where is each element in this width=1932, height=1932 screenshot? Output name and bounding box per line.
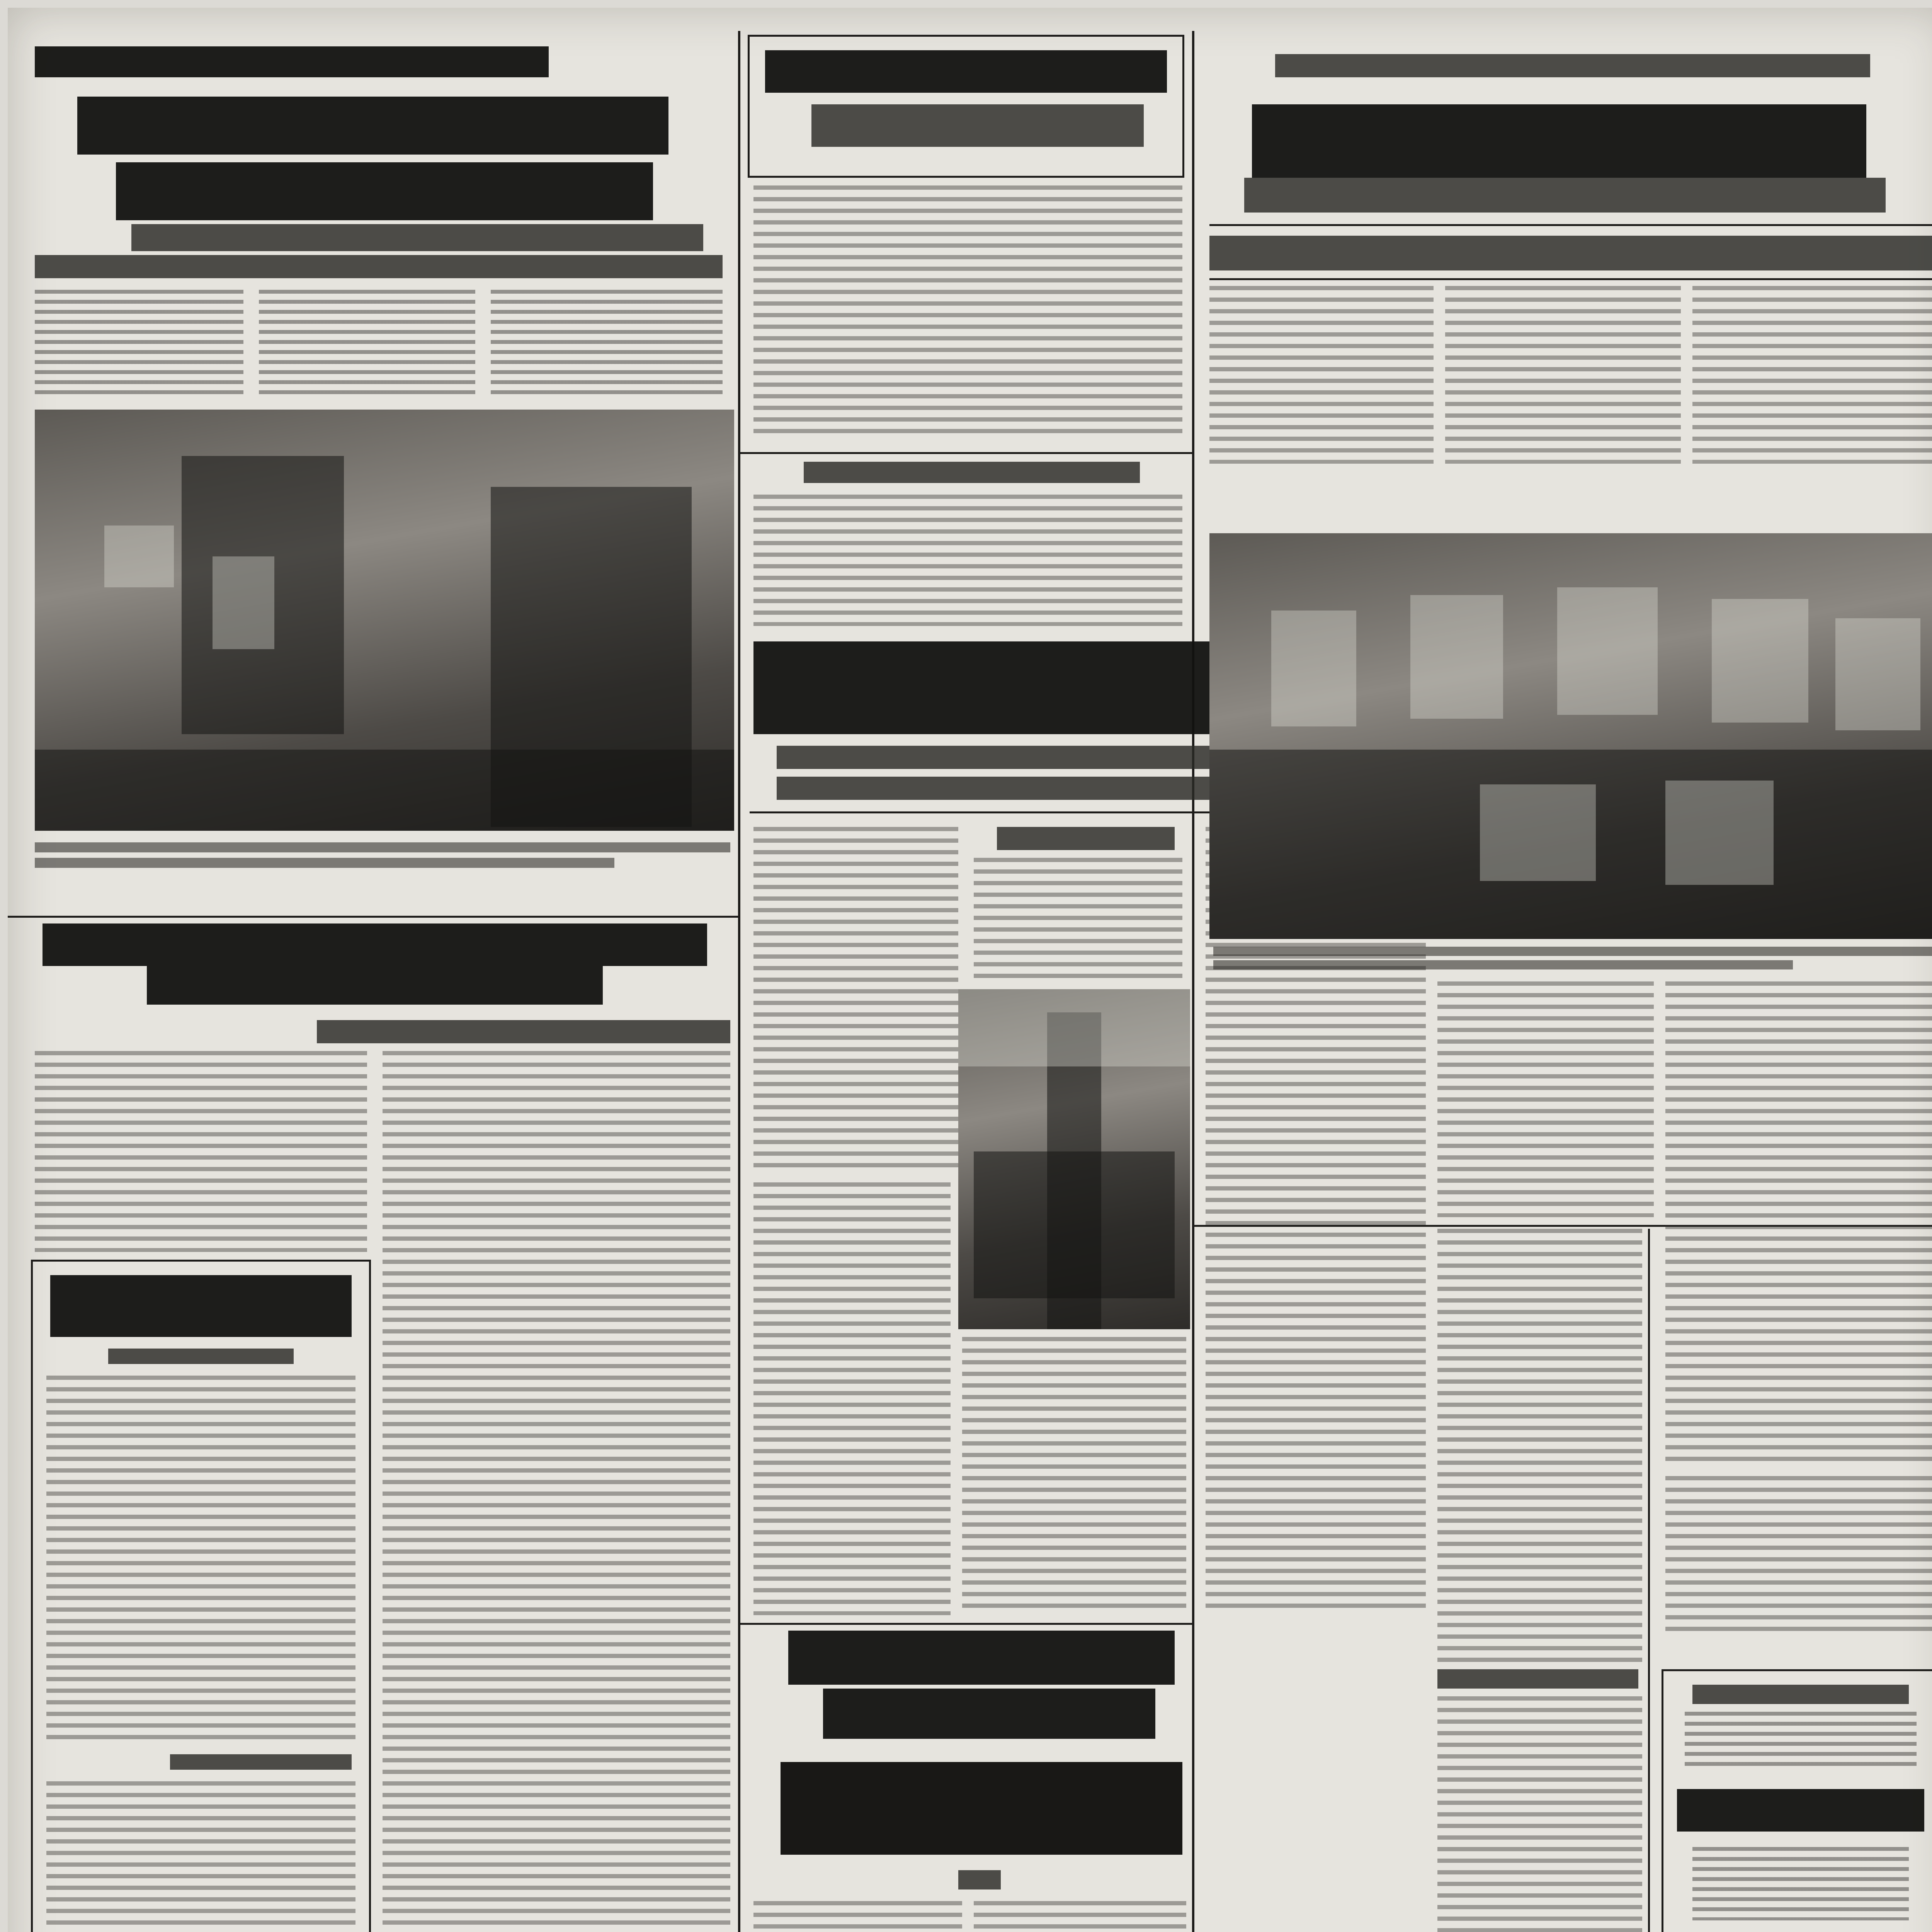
section-rule bbox=[8, 916, 738, 918]
feature-headline bbox=[765, 50, 1167, 93]
notice-heading bbox=[1692, 1685, 1909, 1704]
main-headline bbox=[77, 97, 668, 155]
photo-guard-ceremony bbox=[35, 410, 734, 831]
headline-rule bbox=[1209, 224, 1932, 226]
headline-rule bbox=[1209, 278, 1932, 280]
photo-caption bbox=[35, 842, 730, 852]
main-headline bbox=[116, 162, 653, 220]
article-body bbox=[974, 858, 1182, 981]
photo-children bbox=[1209, 533, 1932, 939]
section-heading bbox=[804, 462, 1140, 483]
notice-body bbox=[1692, 1847, 1909, 1920]
article-body bbox=[46, 1376, 355, 1743]
article-body bbox=[1665, 981, 1932, 1468]
column-subheading bbox=[108, 1349, 294, 1364]
article-body bbox=[1665, 1476, 1932, 1638]
article-body bbox=[491, 290, 723, 394]
kicker-heading bbox=[35, 46, 549, 77]
subheadline bbox=[1244, 178, 1886, 213]
newspaper-page bbox=[8, 8, 1932, 1932]
kicker-heading bbox=[1275, 54, 1870, 77]
photo-cathedral bbox=[958, 989, 1190, 1329]
photo-caption bbox=[1213, 947, 1932, 956]
article-body bbox=[1445, 286, 1681, 464]
feature-deck bbox=[781, 1762, 1182, 1855]
article-body bbox=[974, 1901, 1186, 1932]
article-body bbox=[1437, 1696, 1642, 1932]
article-body bbox=[383, 1051, 730, 1932]
article-body bbox=[1206, 827, 1426, 1615]
main-headline bbox=[1252, 104, 1866, 178]
article-body bbox=[753, 1182, 951, 1615]
article-body bbox=[259, 290, 475, 394]
photo-caption bbox=[35, 858, 614, 868]
section-heading bbox=[1437, 1669, 1638, 1689]
article-body bbox=[1437, 981, 1654, 1217]
section-rule bbox=[740, 452, 1192, 454]
column-subheading bbox=[170, 1754, 352, 1770]
feature-headline bbox=[147, 966, 603, 1005]
byline bbox=[997, 827, 1175, 850]
notice-body bbox=[1685, 1712, 1917, 1766]
photo-caption bbox=[1213, 960, 1793, 969]
feature-headline bbox=[823, 1689, 1155, 1739]
article-body bbox=[753, 495, 1182, 626]
article-body bbox=[35, 1051, 367, 1252]
byline bbox=[317, 1020, 730, 1043]
article-body bbox=[753, 1901, 962, 1932]
article-body bbox=[1692, 286, 1932, 464]
article-body bbox=[753, 185, 1182, 440]
article-body bbox=[962, 1337, 1186, 1615]
subheadline bbox=[131, 224, 703, 251]
column-rule bbox=[1648, 1229, 1650, 1932]
section-rule bbox=[740, 1623, 1192, 1625]
feature-subheadline bbox=[811, 104, 1144, 147]
article-body bbox=[1437, 1229, 1642, 1665]
article-body bbox=[753, 827, 958, 1175]
article-body bbox=[46, 1781, 355, 1932]
subheadline bbox=[1209, 236, 1932, 270]
notice-title bbox=[1677, 1789, 1924, 1832]
installment-number bbox=[958, 1870, 1001, 1889]
column-rule bbox=[738, 31, 740, 1932]
feature-headline bbox=[788, 1631, 1175, 1685]
article-body bbox=[35, 290, 243, 394]
feature-headline bbox=[43, 923, 707, 966]
column-headline bbox=[50, 1275, 352, 1337]
subheadline bbox=[35, 255, 723, 278]
article-body bbox=[1209, 286, 1434, 464]
column-rule bbox=[1192, 31, 1194, 1932]
